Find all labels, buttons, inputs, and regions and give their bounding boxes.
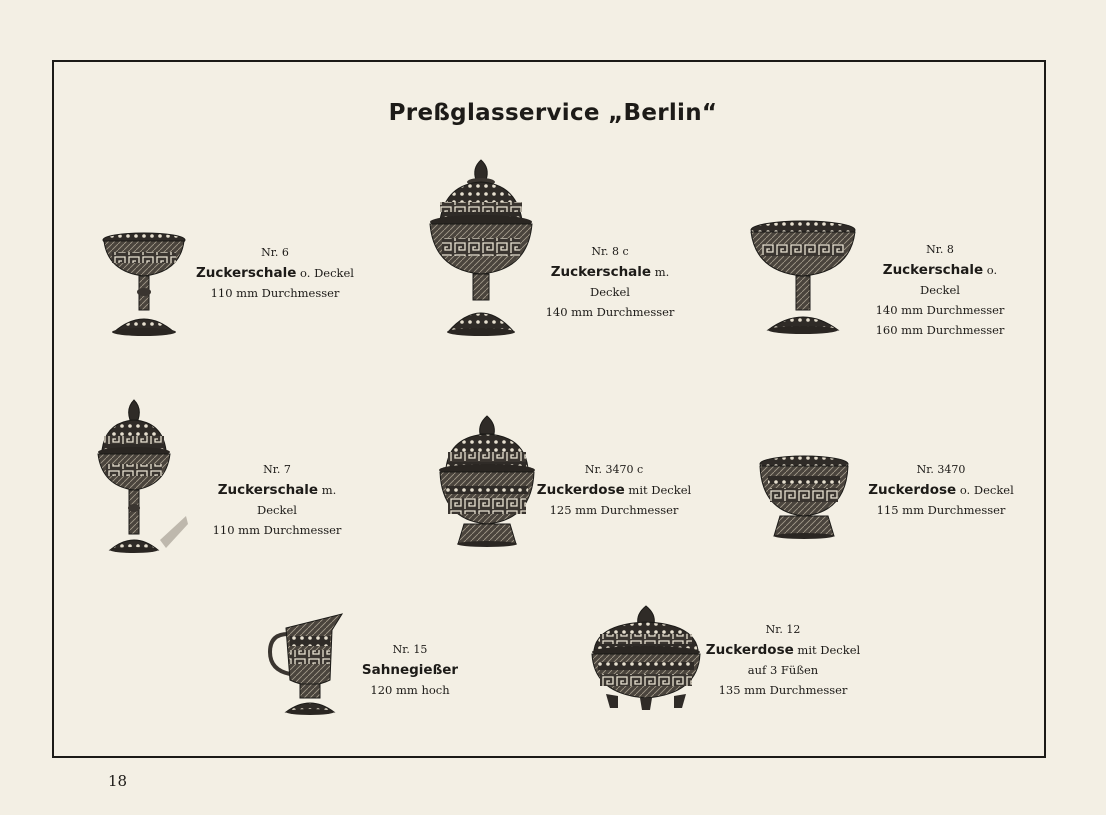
- sugar-bowl-lidded-illustration: [426, 158, 536, 336]
- item-number: Nr. 8 c: [591, 245, 629, 258]
- item-name: Zuckerschale: [196, 265, 297, 281]
- page-title: Preßglasservice „Berlin“: [388, 100, 718, 126]
- page-number: 18: [108, 772, 128, 790]
- item-name: Zuckerdose: [868, 482, 957, 498]
- item-spec: 125 mm Durchmesser: [549, 503, 679, 517]
- item-number: Nr. 6: [261, 246, 289, 259]
- item-spec-secondary: 135 mm Durchmesser: [718, 683, 848, 697]
- sugar-box-lidded-illustration: [436, 414, 538, 548]
- item-number: Nr. 15: [392, 643, 428, 656]
- item-spec: 110 mm Durchmesser: [210, 286, 340, 300]
- page-border: [52, 60, 1046, 758]
- item-spec-secondary: 160 mm Durchmesser: [875, 323, 1005, 337]
- sugar-bowl-lidded-stemmed-illustration: [94, 398, 192, 554]
- sugar-box-footed-illustration: [588, 604, 704, 712]
- item-name-suffix: mit Deckel: [624, 483, 692, 497]
- sugar-bowl-open-large-illustration: [748, 220, 858, 334]
- item-name-suffix: o. Deckel: [296, 266, 354, 280]
- item-spec: 120 mm hoch: [370, 683, 450, 697]
- item-number: Nr. 8: [926, 243, 954, 256]
- item-number: Nr. 3470: [916, 463, 966, 476]
- item-name-suffix: o. Deckel: [956, 483, 1014, 497]
- item-spec: 110 mm Durchmesser: [212, 523, 342, 537]
- item-spec: 140 mm Durchmesser: [545, 305, 675, 319]
- item-name: Zuckerdose: [536, 482, 625, 498]
- item-name: Sahnegießer: [361, 662, 459, 678]
- item-number: Nr. 3470 c: [584, 463, 644, 476]
- sugar-bowl-open-illustration: [100, 232, 188, 338]
- item-name-suffix: o. Deckel: [920, 263, 998, 297]
- sugar-box-open-illustration: [756, 454, 852, 540]
- item-name: Zuckerschale: [217, 482, 319, 498]
- item-spec: 140 mm Durchmesser: [875, 303, 1005, 317]
- item-name: Zuckerschale: [550, 264, 652, 280]
- item-spec: 115 mm Durchmesser: [876, 503, 1006, 517]
- creamer-jug-illustration: [266, 610, 350, 716]
- item-name-suffix: m. Deckel: [257, 483, 337, 517]
- item-number: Nr. 7: [263, 463, 291, 476]
- item-name-suffix: mit Deckel: [793, 643, 861, 657]
- item-name: Zuckerdose: [705, 642, 794, 658]
- item-name: Zuckerschale: [882, 262, 984, 278]
- item-spec: auf 3 Füßen: [747, 663, 819, 677]
- item-number: Nr. 12: [765, 623, 801, 636]
- item-name-suffix: m. Deckel: [590, 265, 670, 299]
